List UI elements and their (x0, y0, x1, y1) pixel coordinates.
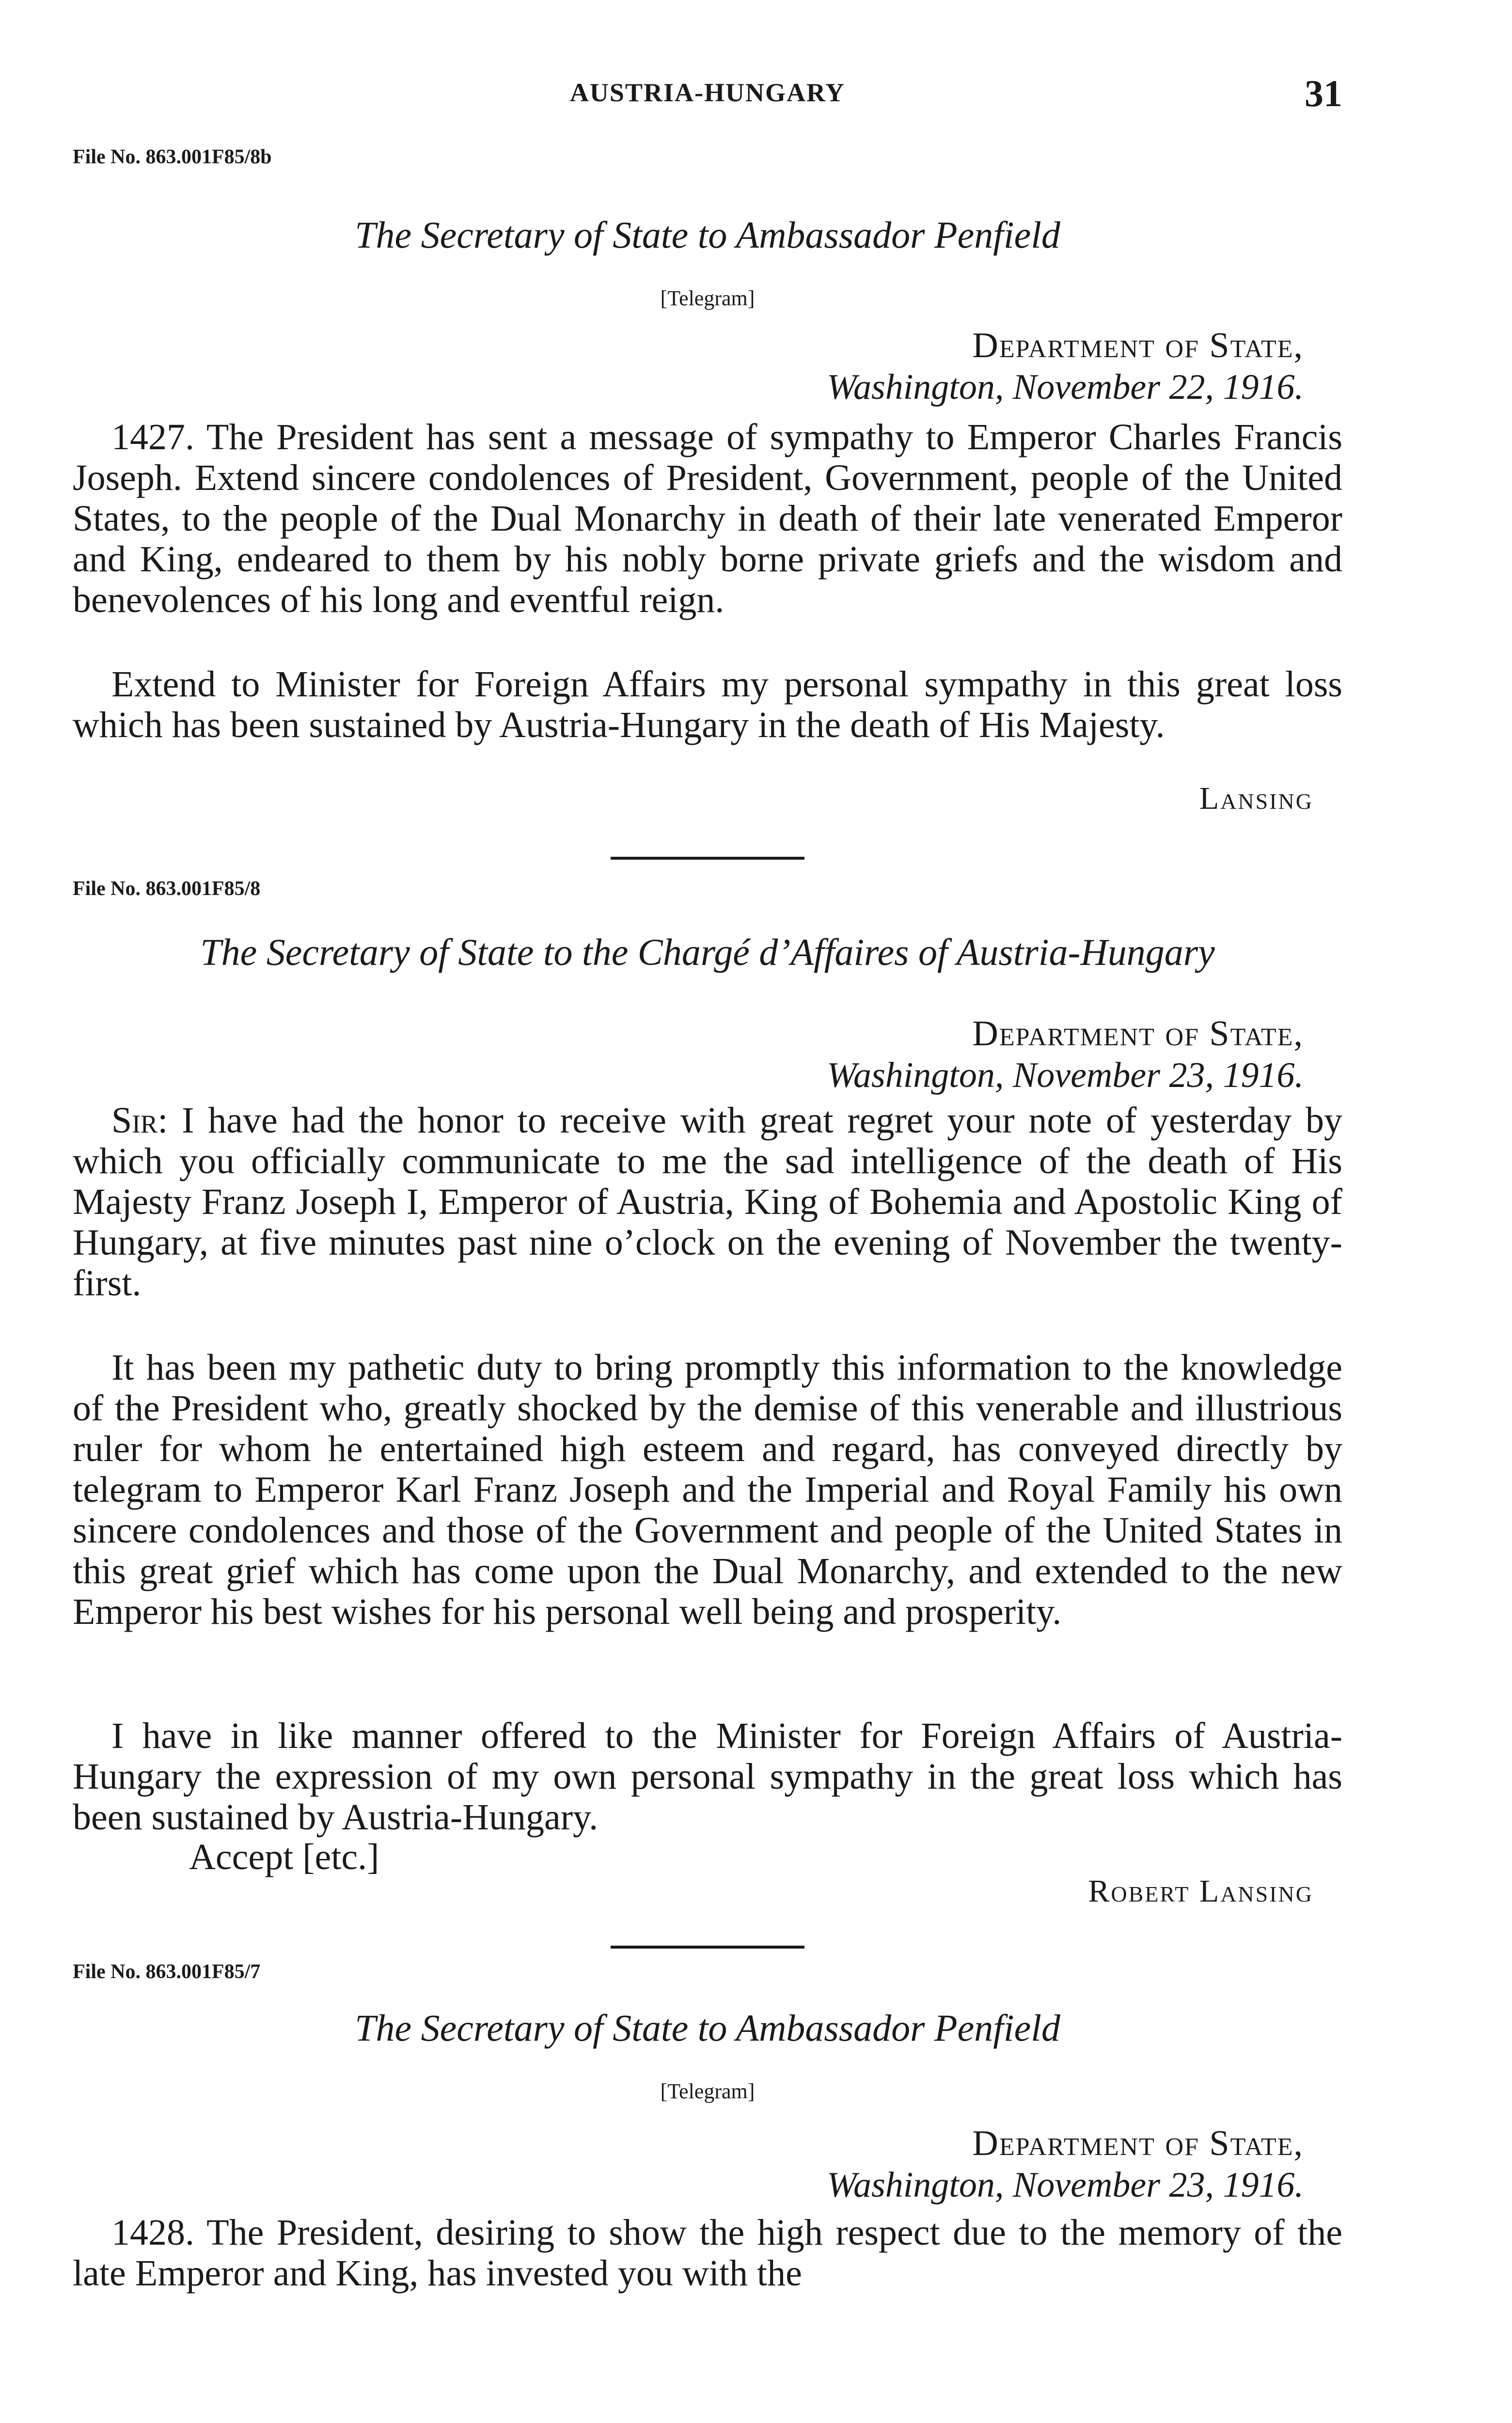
salutation: Sir: (111, 1100, 168, 1141)
body-paragraph: Extend to Minister for Foreign Affairs my personal sympathy in this great loss which has been sustained by Austria-Hungary in the death of His Majesty. (73, 664, 1342, 745)
date-line: Washington, November 23, 1916. (827, 1055, 1304, 1095)
body-paragraph (73, 1100, 1342, 1304)
document-page (73, 0, 1342, 2423)
telegram-note: [Telegram] (660, 286, 755, 310)
file-number: File No. 863.001F85/8 (73, 878, 261, 900)
closing: Accept [etc.] (189, 1837, 379, 1877)
document-title: The Secretary of State to Ambassador Penfield (355, 214, 1060, 256)
department-line: Department of State, (972, 2124, 1304, 2163)
dateline (827, 325, 1304, 408)
section-divider (611, 1946, 804, 1949)
date-line: Washington, November 23, 1916. (827, 2165, 1304, 2205)
dateline (827, 2123, 1304, 2206)
section-divider (611, 857, 804, 860)
body-paragraph: It has been my pathetic duty to bring promptly this information to the knowledge of the President who, greatly shocked by the demise of this venerable and illustrious ruler for whom he entertained high esteem and regard, has conveyed directly by telegram to Emperor Karl Franz Joseph and the Imperial and Royal Family his own sincere condolences and those of the Government and people of the United States in this great grief which has come upon the Dual Monarchy, and extended to the new Emperor his best wishes for his personal well being and prosperity. (73, 1347, 1342, 1632)
file-number: File No. 863.001F85/8b (73, 146, 272, 168)
document-title: The Secretary of State to the Chargé d’Affaires of Austria-Hungary (200, 931, 1215, 973)
department-line: Department of State, (972, 326, 1304, 365)
department-line: Department of State, (972, 1014, 1304, 1054)
running-title: AUSTRIA-HUNGARY (569, 78, 846, 107)
running-head (73, 72, 1342, 121)
signature: Lansing (1199, 781, 1313, 816)
file-number: File No. 863.001F85/7 (73, 1961, 261, 1983)
paragraph-text: I have had the honor to receive with great regret your note of yesterday by which you officially communicate to me the sad intelligence of the death of His Majesty Franz Joseph I, Emperor of Austria, King of Bohemia and Apostolic King of Hungary, at five minutes past nine o’clock on the evening of November the twenty-first. (73, 1100, 1343, 1304)
body-paragraph: 1428. The President, desiring to show the high respect due to the memory of the late Emperor and King, has invested you with the (73, 2212, 1342, 2294)
page-number: 31 (1305, 72, 1342, 114)
telegram-note: [Telegram] (660, 2079, 755, 2103)
body-paragraph: I have in like manner offered to the Minister for Foreign Affairs of Austria-Hungary the expression of my own personal sympathy in the great loss which has been sustained by Austria-Hungary. (73, 1715, 1342, 1838)
body-paragraph: 1427. The President has sent a message of sympathy to Emperor Charles Francis Joseph. Extend sincere condolences of President, Government, people of the United States, to the people of the Dual Monarchy in death of their late venerated Emperor and King, endeared to them by his nobly borne private griefs and the wisdom and benevolences of his long and eventful reign. (73, 417, 1342, 620)
document-title: The Secretary of State to Ambassador Penfield (355, 2007, 1060, 2049)
date-line: Washington, November 22, 1916. (827, 367, 1304, 407)
dateline (827, 1013, 1304, 1096)
signature: Robert Lansing (1088, 1873, 1313, 1909)
